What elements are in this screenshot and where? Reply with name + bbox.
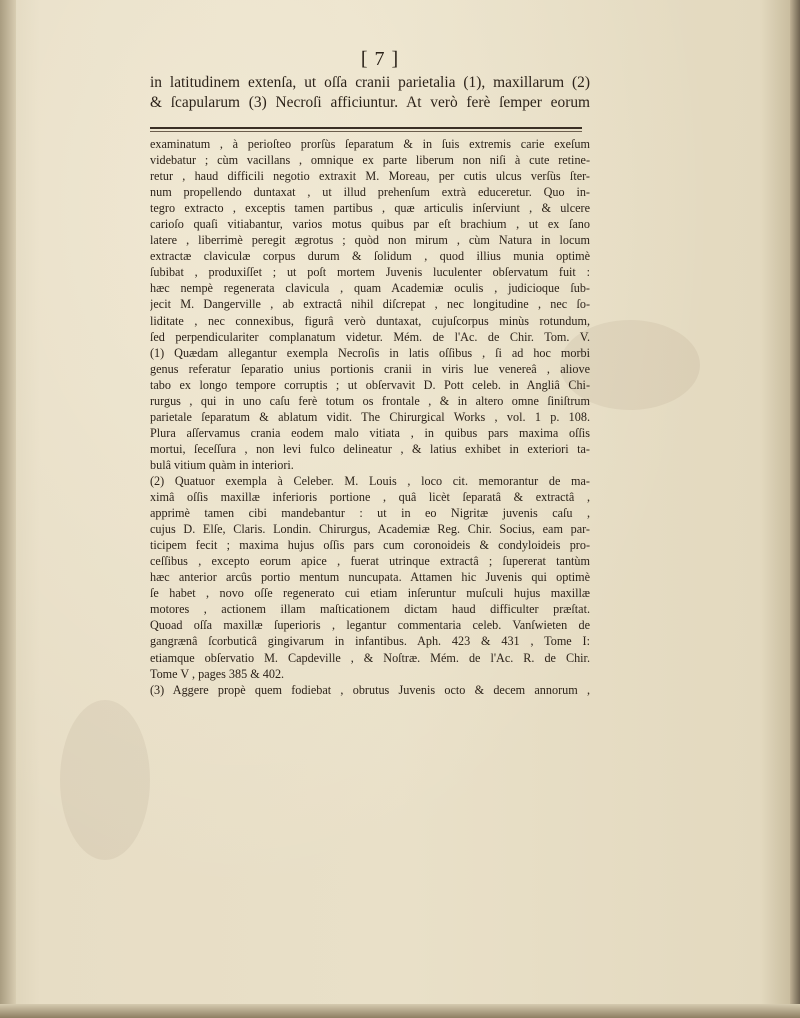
footnote-separator-rule (150, 127, 582, 129)
footnotes-block (150, 136, 590, 698)
footnote-line: rurgus , qui in uno caſu ferè totum os frontale , & in altero omne ſiniſtrum (150, 393, 590, 408)
footnote-line: Tome V , pages 385 & 402. (150, 666, 285, 681)
footnote-line: (1) Quædam allegantur exempla Necroſis in latis oſſibus , ſi ad hoc morbi (150, 345, 590, 360)
footnote-line: jecit M. Dangerville , ab extractâ nihil diſcrepat , nec longitudine , nec ſo- (150, 297, 590, 312)
footnote-line: etiamque obſervatio M. Capdeville , & Noſtræ. Mém. de l'Ac. R. de Chir. (150, 650, 590, 665)
footnote-line: gangrænâ ſcorbuticâ gingivarum in infantibus. Aph. 423 & 431 , Tome I: (150, 634, 590, 649)
page-right-edge (790, 0, 800, 1018)
footnote-line: num propellendo duntaxat , ut illud prehenſum extrà educeretur. Quo in- (150, 185, 590, 200)
footnote-line: tabo ex longo tempore corruptis ; ut obſervavit D. Pott celeb. in Angliâ Chi- (150, 377, 590, 392)
main-text-line: in latitudinem extenſa, ut oſſa cranii parietalia (1), maxillarum (2) (150, 74, 590, 91)
footnote-line: ſe habet , novo oſſe regenerato cui etiam inſeruntur muſculi hujus maxillæ (150, 586, 590, 601)
footnote-line: hæc nempè regenerata clavicula , quam Academiæ oculis , judicioque ſub- (150, 281, 590, 296)
footnote-line: ſed perpendiculariter complanatum videtur. Mém. de l'Ac. de Chir. Tom. V. (150, 329, 590, 344)
footnote-line: carioſo quaſi vitiabantur, varios motus quibus par eſt brachium , ut ex ſano (150, 217, 590, 232)
footnote-line: Plura aſſervamus crania eodem malo vitiata , in quibus pars maxima oſſis (150, 425, 590, 440)
main-text-line: & ſcapularum (3) Necroſi afficiuntur. At verò ferè ſemper eorum (150, 93, 590, 111)
footnote-line: ceſſibus , excepto eorum apice , fuerat utrinque extractâ ; ſupererat tantùm (150, 554, 590, 569)
footnote-line: (2) Quatuor exempla à Celeber. M. Louis , loco cit. memorantur de ma- (150, 473, 590, 488)
footnote-line: latere , liberrimè peregit ægrotus ; quòd non mirum , cùm Natura in locum (150, 233, 590, 248)
page-bottom-edge (0, 1004, 800, 1018)
page-number: [ 7 ] (360, 48, 400, 70)
footnote-line: (3) Aggere propè quem fodiebat , obrutus Juvenis octo & decem annorum , (150, 682, 590, 697)
main-text-block (150, 73, 590, 112)
footnote-line: videbatur ; cùm vacillans , omnique ex parte liberum non niſi à cute retine- (150, 153, 590, 168)
footnote-line: motores , actionem illam maſticationem dictam haud difficulter præſtat. (150, 602, 590, 617)
footnote-line: ticipem fecit ; maxima hujus oſſis pars cum coronoideis & condyloideis pro- (150, 538, 590, 553)
footnote-line: bulâ vitium quàm in interiori. (150, 457, 294, 472)
footnote-line: extractæ claviculæ corpus durum & ſolidum , quod illius munia optimè (150, 249, 590, 264)
footnote-line: examinatum , à perioſteo prorſùs ſeparatum & in ſuis extremis carie exeſum (150, 137, 590, 151)
footnote-line: mortui, ſeceſſura , non levi fulco delineatur , & latius exhibet in exteriori ta- (150, 441, 590, 456)
footnote-line: Quoad oſſa maxillæ ſuperioris , legantur commentaria celeb. Vanſwieten de (150, 618, 590, 633)
footnote-line: liditate , nec connexibus, figurâ verò duntaxat, cujuſcorpus minùs rotundum, (150, 313, 590, 328)
footnote-line: ximâ oſſis maxillæ inferioris portione , quâ licèt ſeparatâ & extractâ , (150, 490, 590, 505)
footnote-line: retur , haud difficili negotio extraxit M. Moreau, per cutis ulcus verſùs ſter- (150, 169, 590, 184)
footnote-line: cujus D. Elſe, Claris. Londin. Chirurgus, Academiæ Reg. Chir. Socius, eam par- (150, 522, 590, 537)
paper-stain (60, 700, 150, 860)
footnote-line: parietale ſeparatum & ablatum vidit. The Chirurgical Works , vol. 1 p. 108. (150, 409, 590, 424)
footnote-line: tegro extracto , exceptis tamen partibus , quæ articulis inſerviunt , & ulcere (150, 201, 590, 216)
footnote-line: genus referatur ſeparatio unius portionis cranii in viris lue venereâ , aliove (150, 361, 590, 376)
footnote-line: ſubibat , produxiſſet ; ut poſt mortem Juvenis luculenter obſervatum fuit : (150, 265, 590, 280)
binding-spine-shadow (0, 0, 16, 1018)
footnote-line: hæc anterior arcûs portio mentum nuncupata. Attamen hic Juvenis qui optimè (150, 570, 590, 585)
footnote-separator-thin-rule (150, 131, 582, 132)
footnote-line: apprimè tamen cibi mandebantur : ut in eo Nigritæ juvenis caſu , (150, 506, 590, 521)
